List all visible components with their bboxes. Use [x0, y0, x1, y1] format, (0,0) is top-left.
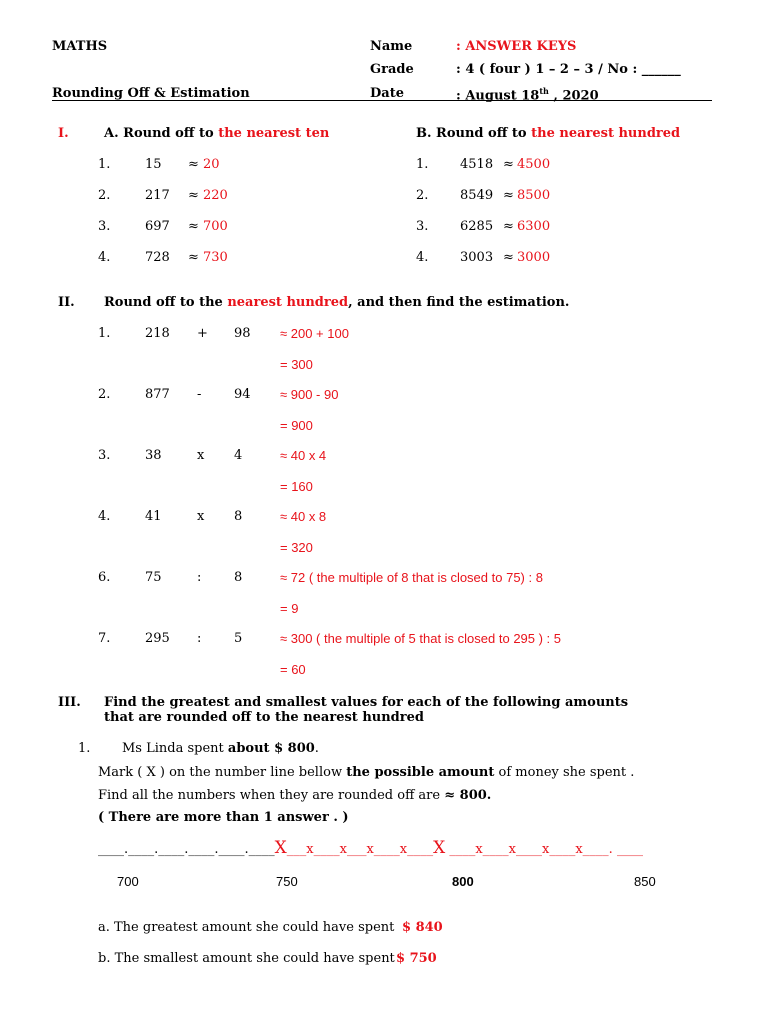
section1a-heading: A. Round off to the nearest ten	[104, 126, 330, 141]
question-line2: Mark ( X ) on the number line bellow the possible amount of money she spent .	[98, 765, 635, 780]
mark-x-800: X	[433, 838, 446, 858]
question-number: 1.	[78, 741, 91, 756]
estimation-result: = 60	[280, 662, 306, 677]
topic-title: Rounding Off & Estimation	[52, 86, 250, 101]
item-value: 6285	[460, 219, 494, 234]
operator: +	[197, 326, 208, 341]
section2-roman: II.	[58, 295, 75, 310]
item-answer: 700	[203, 219, 228, 234]
section1-roman: I.	[58, 126, 69, 141]
tick-label-700: 700	[117, 874, 139, 889]
date-label: Date	[370, 86, 404, 101]
item-number: 3.	[98, 219, 111, 234]
item-number: 3.	[98, 448, 111, 463]
header-divider	[52, 100, 712, 101]
operand-a: 41	[145, 509, 162, 524]
section3-heading-line1: Find the greatest and smallest values for each of the following amounts	[104, 695, 629, 710]
operand-a: 218	[145, 326, 170, 341]
tick-label-750: 750	[276, 874, 298, 889]
operand-b: 94	[234, 387, 251, 402]
operator: :	[197, 631, 202, 646]
section3-roman: III.	[58, 695, 81, 710]
approx-symbol: ≈	[503, 250, 514, 265]
estimation: ≈ 900 - 90	[280, 387, 339, 402]
approx-symbol: ≈	[503, 188, 514, 203]
estimation-result: = 9	[280, 601, 299, 616]
estimation: ≈ 200 + 100	[280, 326, 349, 341]
item-value: 697	[145, 219, 170, 234]
item-answer: 8500	[517, 188, 551, 203]
tick-label-850: 850	[634, 874, 656, 889]
estimation-result: = 320	[280, 540, 313, 555]
item-value: 3003	[460, 250, 494, 265]
number-line: ____.____.____.____.____.____X___x____x___x____x____X ____x____x____x____x____. ____	[98, 838, 643, 858]
item-answer: 730	[203, 250, 228, 265]
item-number: 6.	[98, 570, 111, 585]
name-label: Name	[370, 39, 413, 54]
item-number: 2.	[98, 188, 111, 203]
operator: x	[197, 509, 205, 524]
operator: -	[197, 387, 202, 402]
approx-symbol: ≈	[188, 250, 199, 265]
estimation: ≈ 300 ( the multiple of 5 that is closed to 295 ) : 5	[280, 631, 562, 646]
mark-x-750: X	[274, 838, 287, 858]
section1b-heading: B. Round off to the nearest hundred	[416, 126, 681, 141]
approx-symbol: ≈	[503, 157, 514, 172]
item-number: 4.	[98, 250, 111, 265]
operand-b: 98	[234, 326, 251, 341]
estimation: ≈ 72 ( the multiple of 8 that is closed to 75) : 8	[280, 570, 543, 585]
item-value: 15	[145, 157, 162, 172]
item-value: 728	[145, 250, 170, 265]
tick-label-800: 800	[452, 874, 474, 889]
approx-symbol: ≈	[188, 219, 199, 234]
item-number: 1.	[98, 326, 111, 341]
estimation-result: = 160	[280, 479, 313, 494]
question-line4: ( There are more than 1 answer . )	[98, 810, 349, 825]
estimation-result: = 300	[280, 357, 313, 372]
estimation: ≈ 40 x 4	[280, 448, 327, 463]
section2-heading: Round off to the nearest hundred, and then find the estimation.	[104, 295, 570, 310]
item-number: 3.	[416, 219, 429, 234]
item-answer: 20	[203, 157, 220, 172]
estimation-result: = 900	[280, 418, 313, 433]
answer-smallest-value: $ 750	[396, 951, 437, 966]
operand-b: 5	[234, 631, 243, 646]
question-line3: Find all the numbers when they are rounded off are ≈ 800.	[98, 788, 492, 803]
operator: x	[197, 448, 205, 463]
question-line1: Ms Linda spent about $ 800.	[122, 741, 319, 756]
operand-b: 4	[234, 448, 243, 463]
approx-symbol: ≈	[188, 157, 199, 172]
date-value: : August 18th , 2020	[456, 86, 599, 104]
answer-smallest-label: b. The smallest amount she could have spent	[98, 951, 395, 966]
approx-symbol: ≈	[503, 219, 514, 234]
item-value: 8549	[460, 188, 494, 203]
item-answer: 220	[203, 188, 228, 203]
operand-a: 38	[145, 448, 162, 463]
grade-label: Grade	[370, 62, 414, 77]
answer-greatest-label: a. The greatest amount she could have spent	[98, 920, 395, 935]
grade-value: : 4 ( four ) 1 – 2 – 3 / No : ______	[456, 62, 681, 77]
item-number: 2.	[416, 188, 429, 203]
approx-symbol: ≈	[188, 188, 199, 203]
item-answer: 6300	[517, 219, 551, 234]
item-value: 217	[145, 188, 170, 203]
operand-b: 8	[234, 570, 243, 585]
estimation: ≈ 40 x 8	[280, 509, 327, 524]
operand-a: 295	[145, 631, 170, 646]
item-number: 7.	[98, 631, 111, 646]
item-number: 1.	[98, 157, 111, 172]
section3-heading-line2: that are rounded off to the nearest hundred	[104, 710, 424, 725]
operand-a: 877	[145, 387, 170, 402]
item-number: 4.	[98, 509, 111, 524]
item-answer: 3000	[517, 250, 551, 265]
subject-title: MATHS	[52, 39, 108, 54]
item-number: 4.	[416, 250, 429, 265]
answer-greatest-value: $ 840	[402, 920, 443, 935]
item-answer: 4500	[517, 157, 551, 172]
item-value: 4518	[460, 157, 494, 172]
operator: :	[197, 570, 202, 585]
item-number: 1.	[416, 157, 429, 172]
item-number: 2.	[98, 387, 111, 402]
operand-a: 75	[145, 570, 162, 585]
name-value: : ANSWER KEYS	[456, 39, 577, 54]
operand-b: 8	[234, 509, 243, 524]
